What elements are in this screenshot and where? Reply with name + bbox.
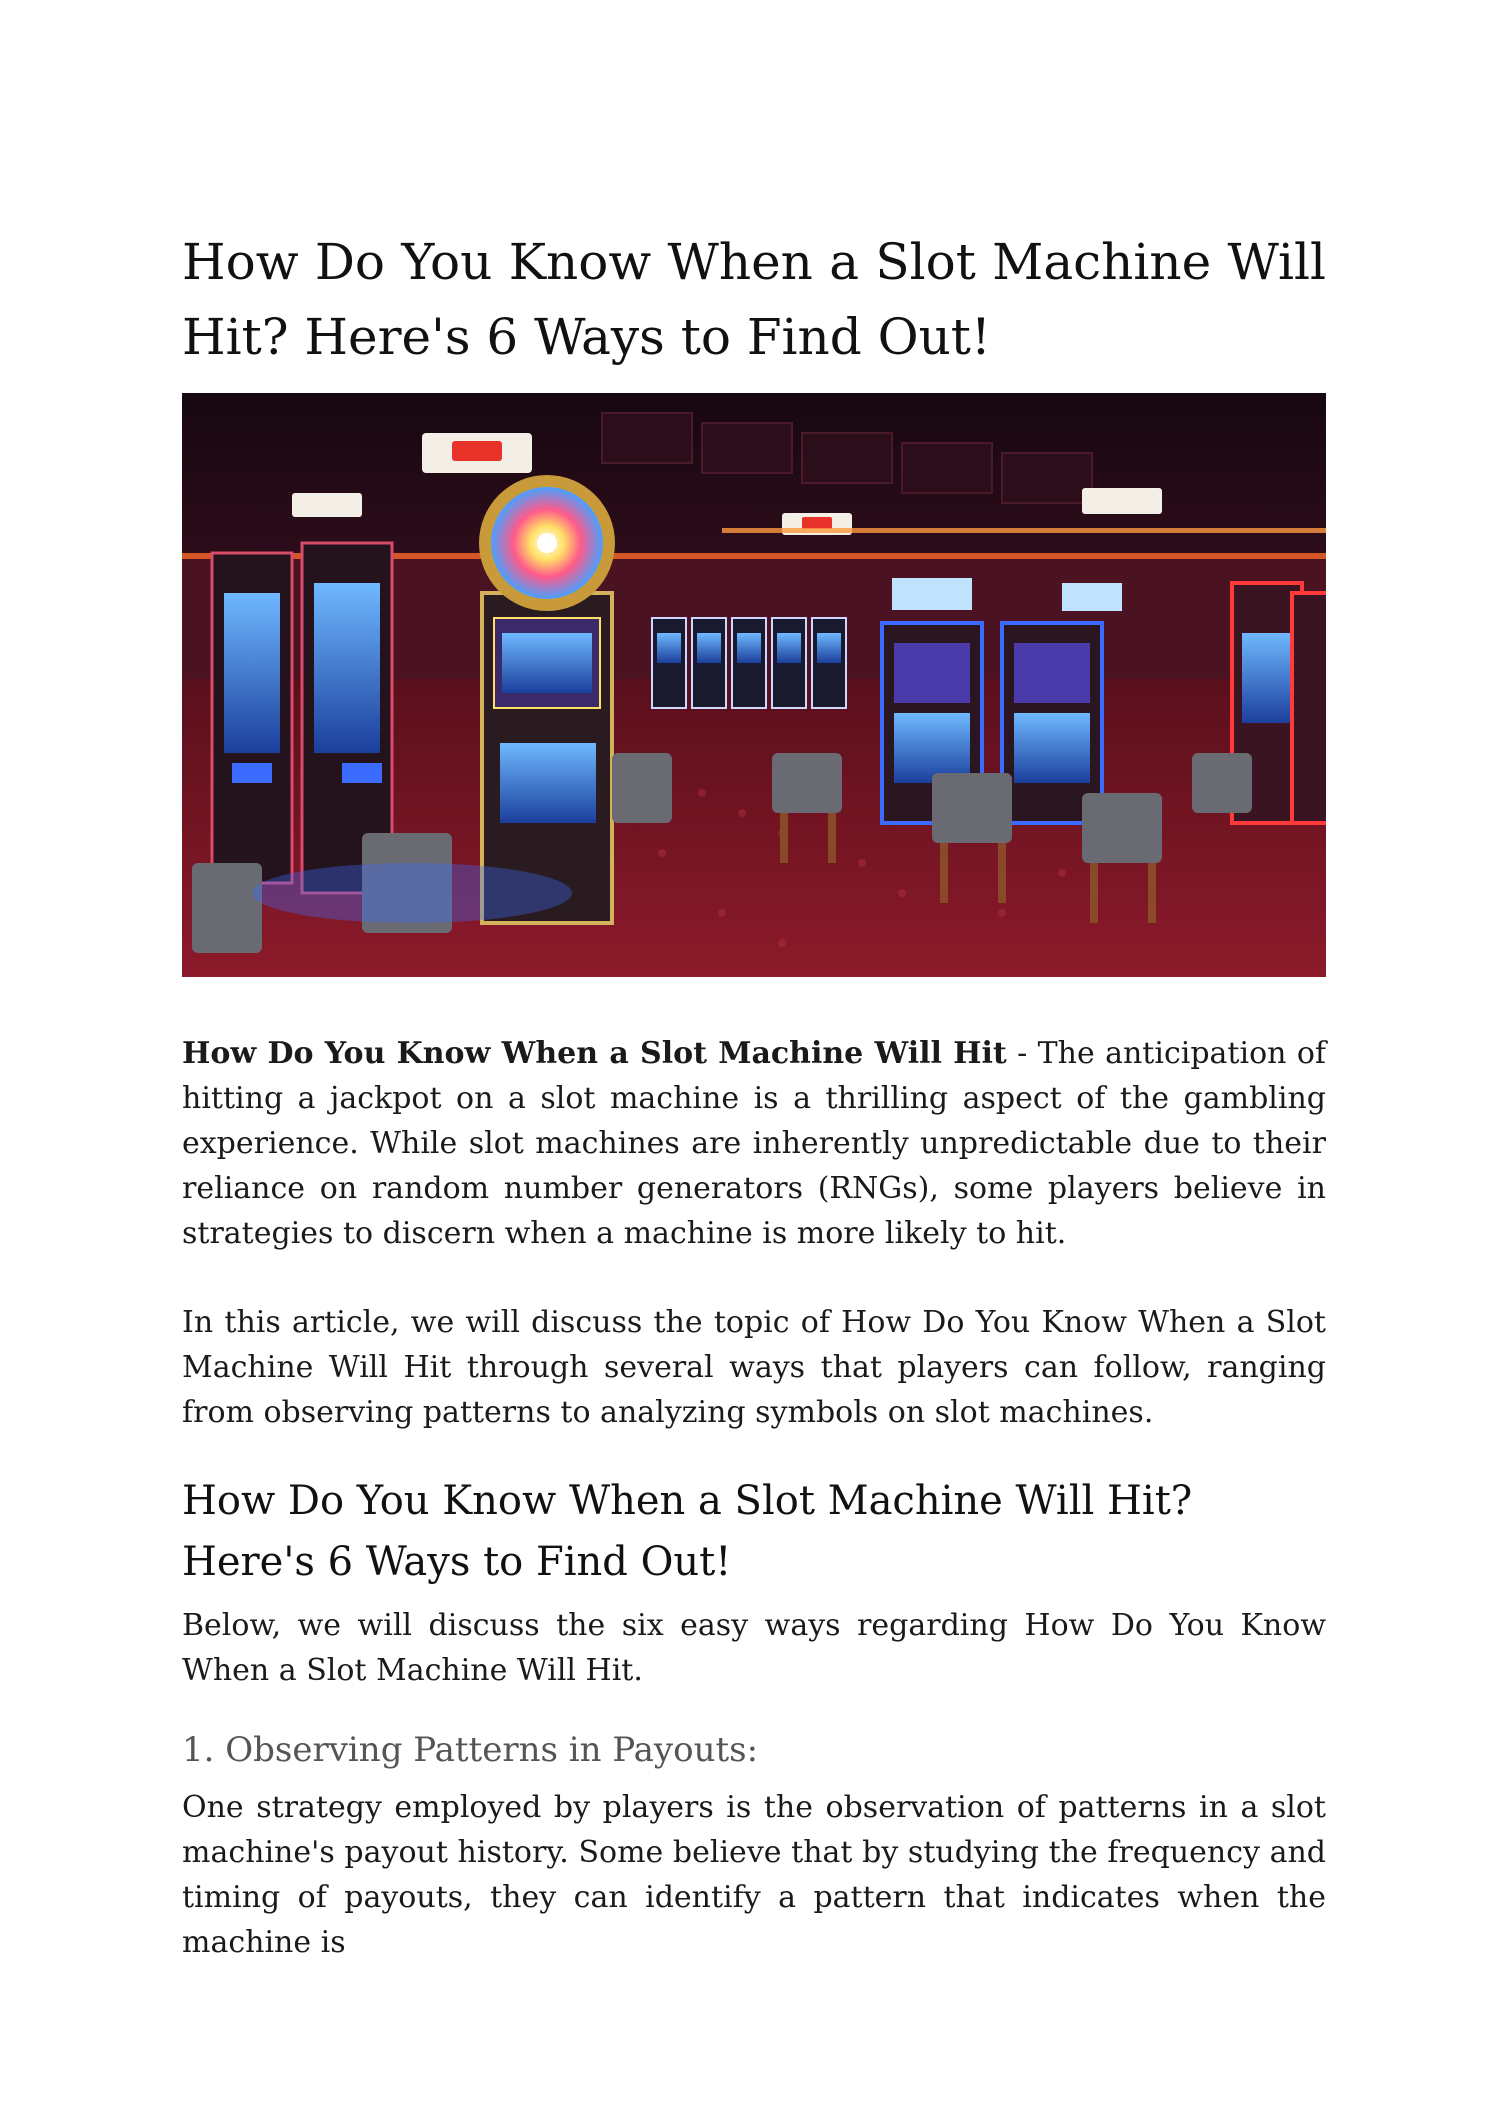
article-paragraph: In this article, we will discuss the topic of How Do You Know When a Slot Machine Will Hit through several ways that players can follow, ranging from observing patterns to analyzing symbols on slot machines. xyxy=(182,1305,1326,1430)
article-title: How Do You Know When a Slot Machine Will Hit? Here's 6 Ways to Find Out! xyxy=(182,233,1326,366)
casino-slot-machines-image xyxy=(182,393,1326,977)
subsection-paragraph: One strategy employed by players is the observation of patterns in a slot machine's payout history. Some believe that by studying the frequency and timing of payouts, they can identify a pattern that indicates when the machine is xyxy=(182,1790,1326,1960)
section-heading: How Do You Know When a Slot Machine Will Hit? Here's 6 Ways to Find Out! xyxy=(182,1478,1193,1585)
intro-paragraph xyxy=(182,1031,1326,1256)
article xyxy=(182,225,1326,1965)
subsection-heading: 1. Observing Patterns in Payouts: xyxy=(182,1730,759,1770)
intro-lead-text: - The anticipation of hitting a jackpot on a slot machine is a thrilling aspect of the gambling experience. While slot machines are inherently unpredictable due to their reliance on random number generators (RNGs), some players believe in strategies to discern when a machine is more likely to hit. xyxy=(182,1036,1326,1251)
section-intro-paragraph: Below, we will discuss the six easy ways regarding How Do You Know When a Slot Machine Will Hit. xyxy=(182,1608,1326,1688)
intro-lead-bold: How Do You Know When a Slot Machine Will Hit xyxy=(182,1036,1007,1071)
